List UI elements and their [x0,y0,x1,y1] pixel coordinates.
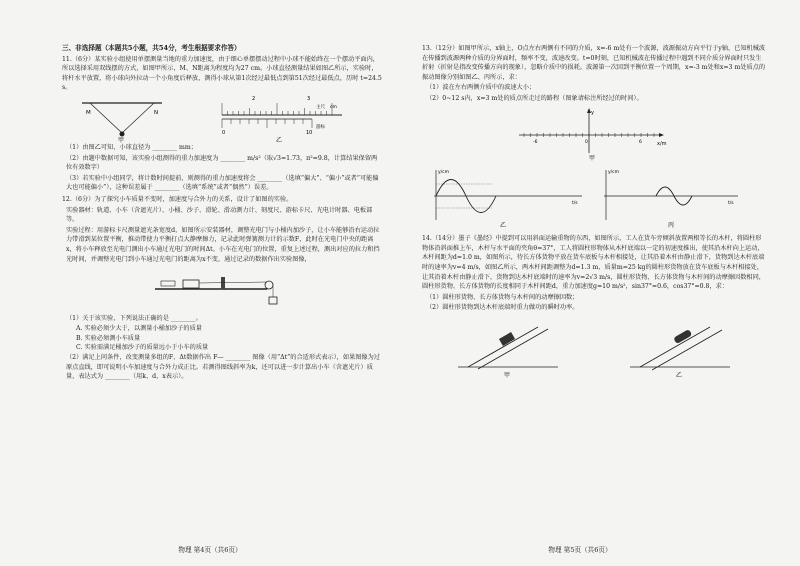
fig-yi-caption-14: 乙 [676,371,683,379]
scale-num-10: 10 [306,129,313,136]
fig-yi-caption: 乙 [276,136,283,143]
tick-label-neg6: -6 [533,139,538,145]
fig-jia-caption-14: 甲 [504,371,511,379]
rail-jia-2 [478,329,548,369]
axis-x-label: x/m [657,140,667,147]
fig-jia-caption: 甲 [118,136,125,143]
main-scale-label: 主尺 [316,104,325,110]
q11-sub1: （1）由图乙可知，小球直径为 ________ mm； [66,143,197,151]
q11-sub3: （3）若实验中小组同学，将计数时间提前，则测得的重力加速度将会 ________（选填“偏大”、“偏小”或者“可能偏大也可能偏小”），这种误差属于 ________（选填“系统”或者“偶然”）误差。 [66,174,379,192]
q14-sub1: （1）圆柱形货物、长方体货物与木杆间的动摩擦因数； [426,293,579,301]
incline-figure-jia [448,315,568,379]
tick-label-6: 6 [639,139,642,145]
pendulum-string-right [122,103,154,133]
track-figure [147,267,297,307]
q14-stem: 14.（14分）墨子《墨经》中提到可以用斜面运输重物的东西，如图所示，工人在货车旁倾斜放置两根等长的木杆，将圆柱形物体沿斜面推上车，木杆与水平面的夹角θ=37°，工人将圆柱形物体从木杆底端以一定的初速度推出，使其沿木杆向上运动，木杆间距为d=1.0 m，如图所示，待长方体货物平放在货车底板与木杆相接处，让其沿着木杆由静止滑下，货物到达木杆底端时的速率为v=4 m/s，如图乙所示，两木杆间距调整为d=1.3 m，质量m=25 kg的圆柱形货物放在货车底板与木杆相接处，让其沿着木杆由静止滑下，货物到达木杆底端时的速率为v=2√3 m/s，圆柱形货物、长方体货物与木杆间的动摩擦因数相同，圆柱形货物、长方体货物的长度相同于木杆间距d，重力加速度g=10 m/s²，sin37°=0.6，cos37°=0.8，求： [422,235,765,291]
rail-yi-1 [640,327,710,367]
q13-fig-jia-wrap [422,105,766,165]
axis-ycm-bing: y/cm [608,170,620,176]
vernier-figure [212,95,352,143]
axis-t-bing: t/s [728,201,734,207]
scale-num-3: 3 [307,95,311,102]
cart [183,280,199,288]
fig-jia-caption-13: 甲 [589,154,596,161]
string [199,282,267,283]
bucket [269,297,277,304]
q12-option-c: C. 实验需满足桶加沙子的质量远小于小车的质量 [76,344,209,352]
q12-option-a: A. 实验必须少大于，以测量小桶加沙子的质量 [76,325,202,333]
q13-stem: 13.（12分）如图甲所示，x轴上，O点左右两侧有不同的介质，x=-6 m处有一个波源，波源振动方向平行于y轴，已知机械波在传播到波源两种介质的分界面时，频率不变，波速改变。t=0时刻，已知机械波在传播过程中遇到不同介质分界面时只发生折射（折射是指改变传播方向的现象），忽略介质中的损耗。波源第一次回到平衡位置一个周期，x=-3 m处和x=3 m处质点的振动图像分别如图乙、丙所示，求： [422,45,766,81]
axis-ycm-yi: y/cm [438,170,450,176]
x-axis-ticks [524,133,654,137]
q11-figures [62,95,382,143]
box-cargo [499,332,515,346]
cylinder-cargo [673,329,692,344]
q14-sub2: （2）圆柱形货物到达木杆底端时重力做功的瞬时功率。 [426,304,579,312]
q12-sub1: （1）关于该实验，下列说法正确的是 ________。 [66,314,202,322]
q11-sub2: （2）由题中数据可知，该实验小组测得的重力加速度为 ________ m/s²（取√3=1.73，π²=9.8，计算结果保留两位有效数字） [66,154,378,172]
pendulum-figure [62,95,182,143]
vernier-label: 游标 [316,124,325,130]
q12-stem: 12.（6分）为了探究小车质量不变时，加速度与合外力的关系，设计了如图的实验。 [62,195,293,203]
unit-label: cm [330,104,337,110]
q12-option-b: B. 实验必须测小车质量 [76,334,141,342]
scale-num-2: 2 [252,95,256,102]
axis-y-label: y [591,109,594,116]
fig-yi-caption-13: 乙 [500,222,507,229]
q12-sub2: （2）满足上问条件，改变测量多组的F、Δt数据作出 F— ________ 图像（用“Δt”的合适形式表示），如果图像为过原点直线，即可说明小车加速度与合外力成正比。若测得图线斜率为k，还可以进一步计算出小车（含遮光片）质量，表达式为 ________（用k、d、x表示）。 [66,354,380,381]
photogate [221,277,225,289]
right-page [400,0,800,566]
incline-figure-yi [620,315,740,379]
q12-process: 实验过程：用游标卡尺测量遮光条宽度d，如图所示安装器材，调整光电门与小桶内加沙子，让小车能够沿右运动拉力带滑到某位置平衡，推动带使力平衡打点大静摩擦力，记录此时弹簧测力计的示数F，此时在光电门中央的距离x，将小车释放至光电门测出小车通过光电门的时间Δt。小车在光电门的位置，重复上述过程，测出对应的拉力和挡光时间，并调整光电门到小车通过光电门的距离为x不变，通过记录的数据作出实验图像， [66,226,380,263]
pendulum-string-left [90,103,122,133]
vibration-figure-bing [598,166,748,228]
q11-stem: 11.（6分）某实验小组使用单摆测量当地的重力加速度，由于细心单摆摆动过程中小球不能始终在一个摆动平面内，所以选择采用双线摆的方式，如图甲所示，M、N距离为程度均为27 cm。小球直径测量结果如图乙所示，实验时，将杆水平放置，将小球向外拉动一个小角度后释放，测得小球从第1次经过最低点到第51次经过最低点，历时 t=24.5 s。 [62,55,382,92]
left-footer: 物理 第4页（共6页） [178,546,242,554]
fig-bing-caption: 丙 [668,222,675,229]
label-n: N [154,109,159,116]
q13-x-axis-figure [509,105,679,161]
pendulum-ball [120,131,125,136]
rail-jia-1 [468,327,538,367]
label-m: M [86,109,91,116]
q12-materials: 实验器材：轨道、小车（含遮光片）、小桶、沙子、滑轮、滑动测力计、刻度尺、游标卡尺、光电计时器、电板部等。 [66,206,373,224]
axis-t-yi: t/s [572,201,578,207]
force-meter [161,281,175,286]
q13-sub2: （2）0~12 s内，x=3 m处的质点所走过的路程（图象请标注所经过的时间）。 [426,94,643,102]
q13-vibration-figures [422,166,766,228]
q13-sub1: （1）波在左右两侧介质中的波速大小； [426,84,536,92]
q12-figure-wrap [62,267,382,311]
vernier-ticks [222,119,312,128]
vibration-figure-yi [422,166,592,228]
right-footer: 物理 第5页（共6页） [548,546,612,554]
q14-figures [422,315,766,379]
tick-label-0: 0 [585,139,588,145]
scale-num-0: 0 [222,129,226,136]
section-heading: 三、非选择题（本题共5小题，共54分，考生根据要求作答） [62,44,241,52]
x-axis-arrow [659,133,664,137]
